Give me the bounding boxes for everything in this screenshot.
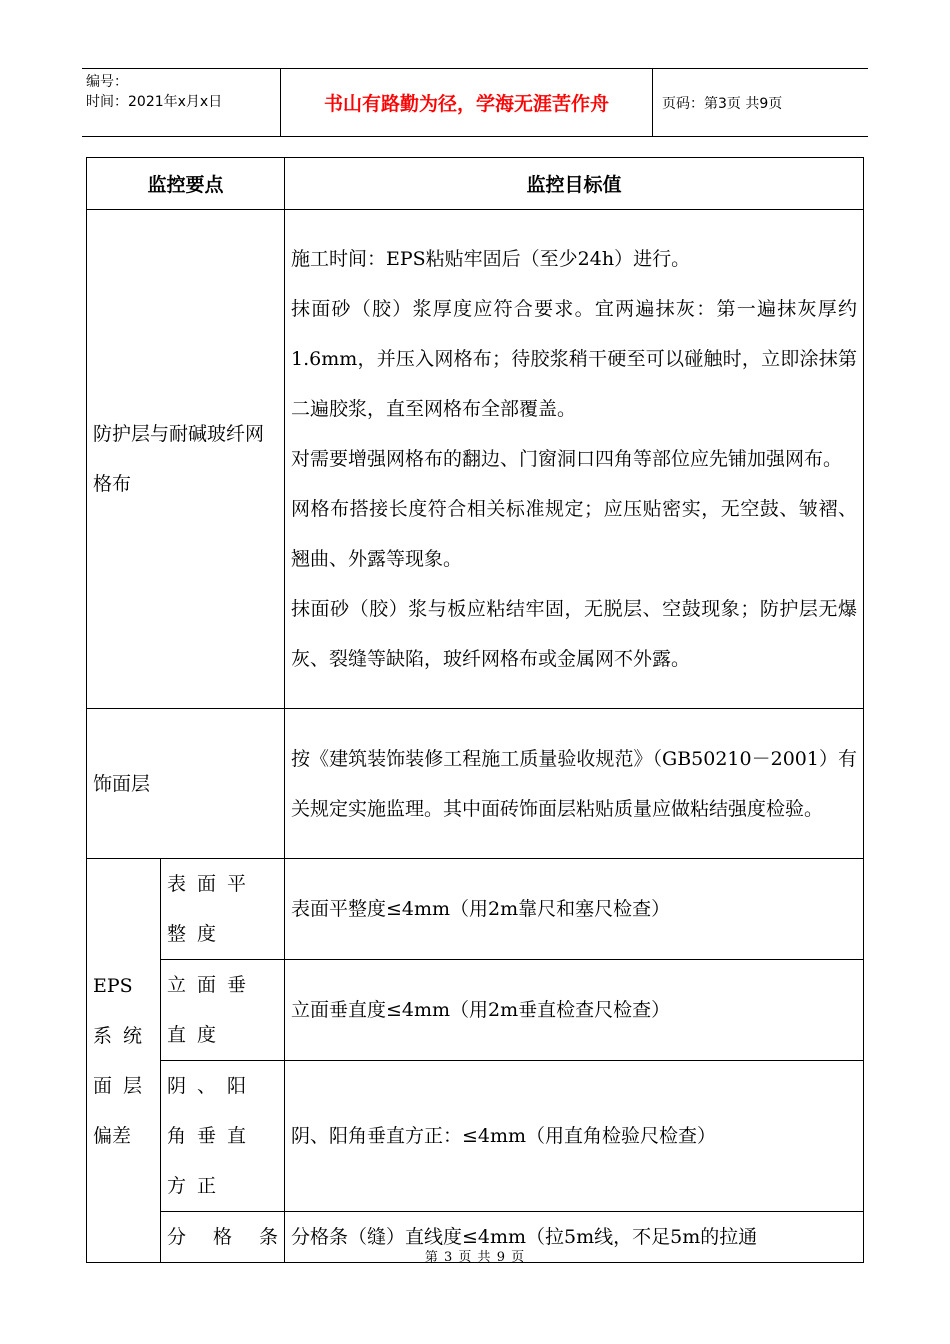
table-header-row [87,158,864,210]
table-row [87,709,864,859]
group-label-line: EPS [93,974,133,997]
row-value-finish-layer [285,709,864,859]
header-motto: 书山有路勤为径，学海无涯苦作舟 [323,93,609,115]
paragraph: 抹面砂（胶）浆与板应粘结牢固，无脱层、空鼓现象；防护层无爆灰、裂缝等缺陷，玻纤网格布或金属网不外露。 [291,598,858,670]
col-header-target-values: 监控目标值 [285,158,864,210]
paragraph: 按《建筑装饰装修工程施工质量验收规范》（GB50210－2001）有关规定实施监理。其中面砖饰面层粘贴质量应做粘结强度检验。 [291,747,858,820]
header-page-number: 页码：第3页 共9页 [662,95,783,112]
group-label-line: 系统 [93,1024,154,1047]
doc-time-label: 时间：2021年x月x日 [86,94,223,110]
group-label-line: 偏差 [93,1124,132,1147]
paragraph: 对需要增强网格布的翻边、门窗洞口四角等部位应先铺加强网布。 [291,448,843,470]
monitoring-table [86,157,864,1263]
header-divider [652,69,653,136]
table-row [87,859,864,960]
group-label-eps-deviation [87,859,161,1263]
doc-number-label: 编号： [86,74,128,90]
sub-value: 立面垂直度≤4mm（用2m垂直检查尺检查） [285,960,864,1061]
page-header [82,68,868,137]
row-label-protective-layer: 防护层与耐碱玻纤网格布 [87,210,285,709]
sub-value: 分格条（缝）直线度≤4mm（拉5m线，不足5m的拉通 [285,1212,864,1263]
sub-value: 阴、阳角垂直方正：≤4mm（用直角检验尺检查） [285,1061,864,1212]
paragraph: 网格布搭接长度符合相关标准规定；应压贴密实，无空鼓、皱褶、翘曲、外露等现象。 [291,498,858,570]
sub-value: 表面平整度≤4mm（用2m靠尺和塞尺检查） [285,859,864,960]
group-label-line: 面层 [93,1074,154,1097]
sub-label: 立面垂直度 [161,960,285,1061]
col-header-key-points: 监控要点 [87,158,285,210]
row-label-finish-layer: 饰面层 [87,709,285,859]
page-footer: 第 3 页 共 9 页 [424,1250,526,1265]
header-meta [86,72,276,112]
sub-label: 分格条 [161,1212,285,1263]
sub-label: 阴、阳角垂直方正 [161,1061,285,1212]
paragraph: 施工时间：EPS粘贴牢固后（至少24h）进行。 [291,248,691,270]
table-row [87,1061,864,1212]
sub-label: 表面平整度 [161,859,285,960]
table-row [87,960,864,1061]
row-value-protective-layer [285,210,864,709]
paragraph: 抹面砂（胶）浆厚度应符合要求。宜两遍抹灰：第一遍抹灰厚约1.6mm，并压入网格布；待胶浆稍干硬至可以碰触时，立即涂抹第二遍胶浆，直至网格布全部覆盖。 [291,298,858,420]
table-row [87,210,864,709]
